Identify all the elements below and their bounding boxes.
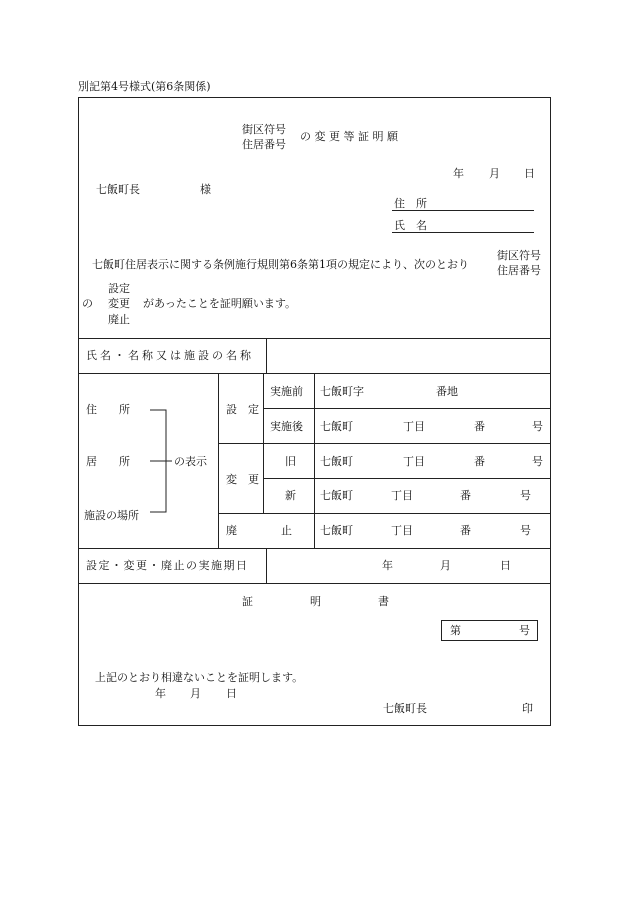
option-abolish: 廃止 bbox=[108, 313, 130, 326]
row-label-old: 旧 bbox=[285, 455, 296, 468]
request-stack-bottom: 住居番号 bbox=[497, 264, 541, 277]
request-prefix: の bbox=[82, 297, 93, 310]
row-new-part: 七飯町 bbox=[320, 489, 353, 502]
applicant-address-label: 住 所 bbox=[394, 197, 427, 210]
certificate-year: 年 bbox=[155, 687, 166, 700]
setting-label: 設 定 bbox=[226, 403, 259, 416]
title-stack-bottom: 住居番号 bbox=[242, 138, 286, 151]
row-abolish-part: 番 bbox=[460, 524, 471, 537]
display-label: の表示 bbox=[174, 455, 207, 468]
row-after-part: 番 bbox=[474, 420, 485, 433]
certificate-title-char: 書 bbox=[378, 595, 389, 608]
row-abolish-part: 丁目 bbox=[391, 524, 413, 537]
row-new-part: 号 bbox=[520, 489, 531, 502]
row-label-new: 新 bbox=[285, 489, 296, 502]
row-before-part: 七飯町字 bbox=[320, 385, 364, 398]
effective-date-label: 設定・変更・廃止の実施期日 bbox=[86, 559, 249, 572]
request-sentence: 七飯町住居表示に関する条例施行規則第6条第1項の規定により、次のとおり bbox=[92, 258, 469, 271]
certificate-number-prefix: 第 bbox=[450, 624, 461, 637]
request-stack-top: 街区符号 bbox=[497, 249, 541, 262]
row-before-part: 番地 bbox=[436, 385, 458, 398]
name-label: 氏名・名称又は施設の名称 bbox=[86, 349, 254, 362]
addressee-name: 七飯町長 bbox=[96, 183, 140, 196]
applicant-name-label: 氏 名 bbox=[394, 219, 427, 232]
row-after-part: 七飯町 bbox=[320, 420, 353, 433]
change-label: 変 更 bbox=[226, 473, 259, 486]
effective-date-month: 月 bbox=[440, 559, 451, 572]
row-old-part: 番 bbox=[474, 455, 485, 468]
category-residence: 居 所 bbox=[86, 455, 130, 468]
form-id: 別記第4号様式(第6条関係) bbox=[78, 80, 211, 93]
certificate-statement: 上記のとおり相違ないことを証明します。 bbox=[95, 671, 304, 684]
page-title: の 変 更 等 証 明 願 bbox=[300, 130, 398, 143]
certificate-seal: 印 bbox=[522, 702, 533, 715]
row-after-part: 丁目 bbox=[403, 420, 425, 433]
effective-date-year: 年 bbox=[382, 559, 393, 572]
row-abolish-part: 号 bbox=[520, 524, 531, 537]
row-old-part: 丁目 bbox=[403, 455, 425, 468]
date-day-label: 日 bbox=[524, 167, 535, 180]
addressee-honorific: 様 bbox=[200, 183, 211, 196]
row-new-part: 番 bbox=[460, 489, 471, 502]
row-after-part: 号 bbox=[532, 420, 543, 433]
row-old-part: 号 bbox=[532, 455, 543, 468]
row-abolish-part: 七飯町 bbox=[320, 524, 353, 537]
certificate-issuer: 七飯町長 bbox=[383, 702, 427, 715]
row-old-part: 七飯町 bbox=[320, 455, 353, 468]
certificate-month: 月 bbox=[190, 687, 201, 700]
certificate-title-char: 明 bbox=[310, 595, 321, 608]
date-month-label: 月 bbox=[489, 167, 500, 180]
certificate-day: 日 bbox=[226, 687, 237, 700]
title-stack-top: 街区符号 bbox=[242, 123, 286, 136]
row-label-after: 実施後 bbox=[270, 420, 303, 433]
option-change: 変更 bbox=[108, 297, 130, 310]
certificate-number-suffix: 号 bbox=[519, 624, 530, 637]
category-facility: 施設の場所 bbox=[84, 509, 139, 522]
option-setting: 設定 bbox=[108, 282, 130, 295]
category-address: 住 所 bbox=[86, 403, 130, 416]
date-year-label: 年 bbox=[453, 167, 464, 180]
row-label-before: 実施前 bbox=[270, 385, 303, 398]
effective-date-day: 日 bbox=[500, 559, 511, 572]
row-new-part: 丁目 bbox=[391, 489, 413, 502]
certificate-title-char: 証 bbox=[242, 595, 253, 608]
request-suffix: があったことを証明願います。 bbox=[143, 297, 297, 310]
abolish-label: 廃 止 bbox=[226, 524, 292, 537]
